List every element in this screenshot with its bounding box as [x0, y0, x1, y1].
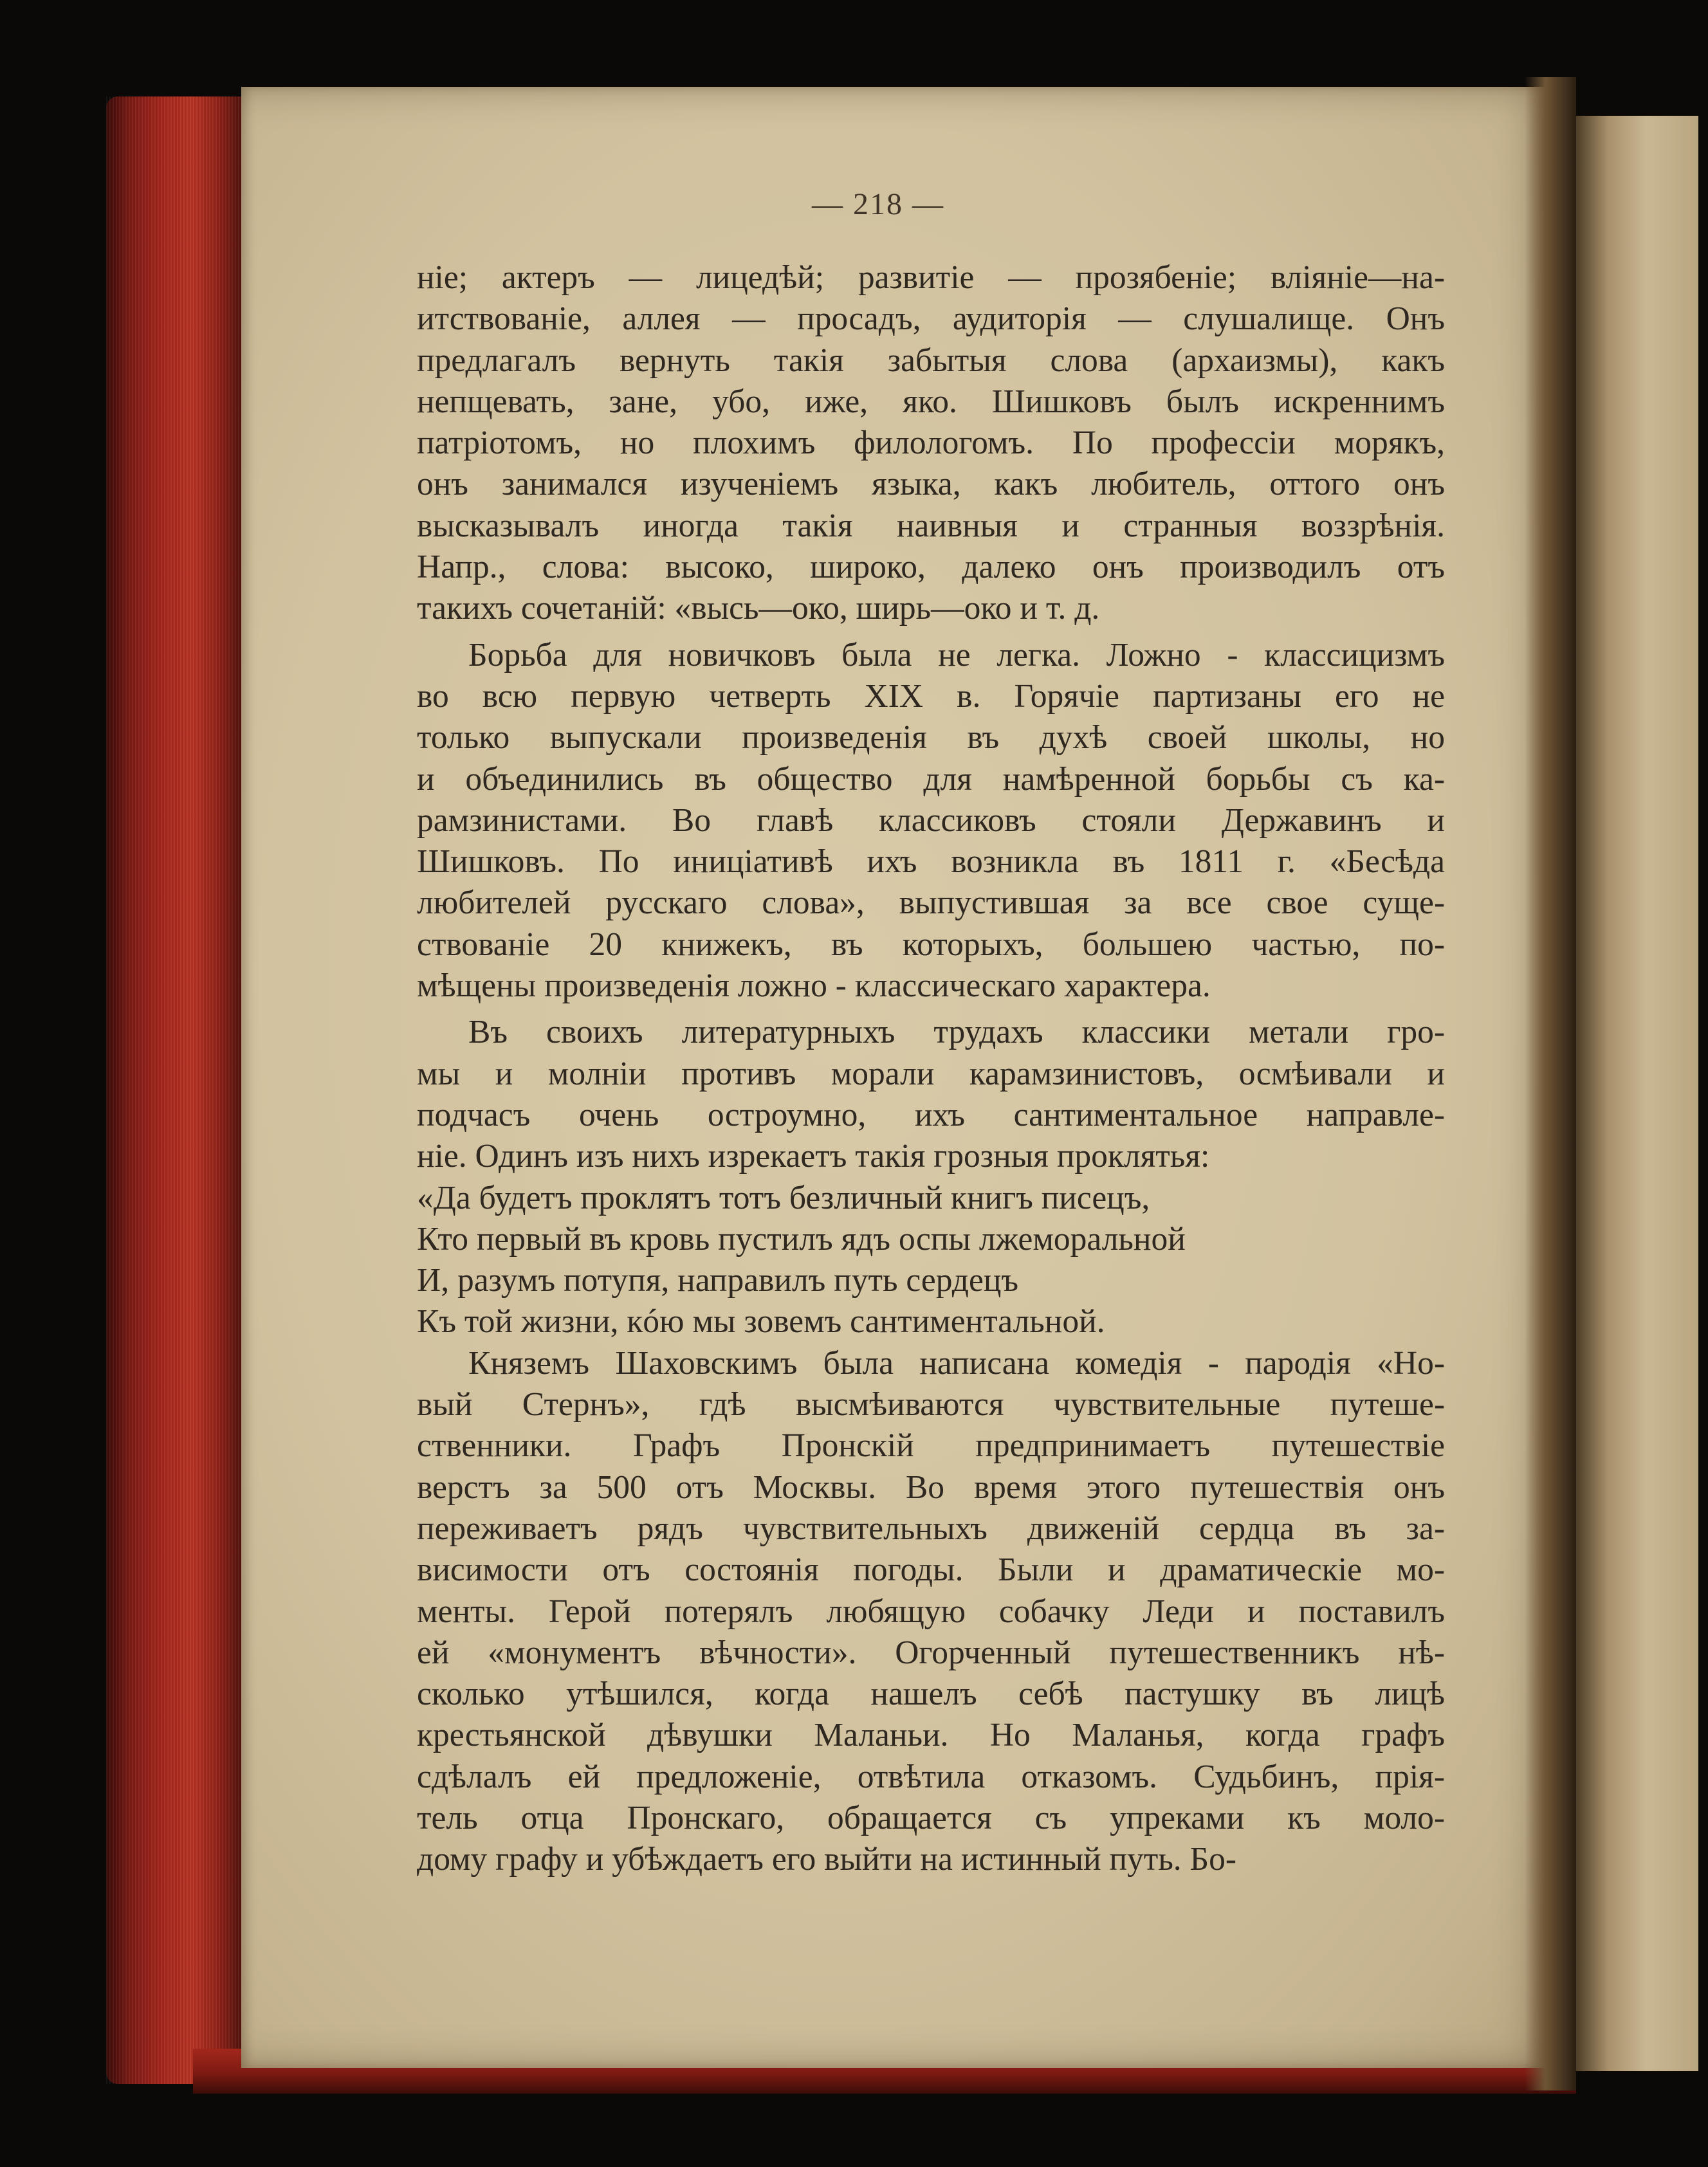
verse-quote — [417, 1178, 1445, 1343]
text-line: Княземъ Шаховскимъ была написана комедія - пародія «Но- — [468, 1344, 1445, 1382]
text-line: ствованіе 20 книжекъ, въ которыхъ, большею частью, по- — [417, 926, 1445, 963]
paragraph-gap — [417, 1007, 1445, 1012]
text-line: переживаетъ рядъ чувствительныхъ движеній сердца въ за- — [417, 1510, 1445, 1547]
paragraph — [417, 257, 1445, 630]
text-line: непщевать, зане, убо, иже, яко. Шишковъ былъ искреннимъ — [417, 383, 1445, 420]
text-line: мы и молніи противъ морали карамзинистовъ, осмѣивали и — [417, 1055, 1445, 1092]
text-line: сдѣлалъ ей предложеніе, отвѣтила отказомъ. Судьбинъ, прія- — [417, 1758, 1445, 1795]
paragraph — [417, 1343, 1445, 1881]
text-line: висимости отъ состоянія погоды. Были и драматическіе мо- — [417, 1551, 1445, 1589]
text-line: Кто первый въ кровь пустилъ ядъ оспы лжеморальной — [417, 1220, 1186, 1257]
paragraph — [417, 1012, 1445, 1177]
text-line: итствованіе, аллея — просадъ, аудиторія — слушалище. Онъ — [417, 300, 1445, 338]
text-line: Въ своихъ литературныхъ трудахъ классики метали гро- — [468, 1014, 1445, 1051]
text-line: ственники. Графъ Пронскій предпринимаетъ путешествіе — [417, 1427, 1445, 1465]
text-line: ніе. Одинъ изъ нихъ изрекаетъ такія грозныя проклятья: — [417, 1138, 1210, 1175]
text-line: ніе; актеръ — лицедѣй; развитіе — прозябеніе; вліяніе—на- — [417, 259, 1445, 296]
page-text — [417, 257, 1445, 1881]
text-line: тель отца Пронскаго, обращается съ упреками къ моло- — [417, 1799, 1445, 1836]
text-line: такихъ сочетаній: «высь—око, ширь—око и т. д. — [417, 590, 1100, 627]
paragraph — [417, 635, 1445, 1007]
book-page-edges-left — [106, 96, 244, 2084]
text-line: вый Стернъ», гдѣ высмѣиваются чувствительные путеше- — [417, 1386, 1445, 1423]
text-line: только выпускали произведенія въ духѣ своей школы, но — [417, 719, 1445, 756]
text-line: во всю первую четверть XIX в. Горячіе партизаны его не — [417, 677, 1445, 715]
text-line: крестьянской дѣвушки Маланьи. Но Маланья, когда графъ — [417, 1717, 1445, 1754]
text-line: любителей русскаго слова», выпустившая за все свое суще- — [417, 884, 1445, 922]
text-line: дому графу и убѣждаетъ его выйти на истинный путь. Бо- — [417, 1841, 1237, 1878]
text-line: Борьба для новичковъ была не легка. Ложно - классицизмъ — [468, 636, 1445, 673]
text-line: патріотомъ, но плохимъ филологомъ. По профессіи морякъ, — [417, 425, 1445, 462]
text-line: сколько утѣшился, когда нашелъ себѣ пастушку въ лицѣ — [417, 1676, 1445, 1713]
text-line: менты. Герой потерялъ любящую собачку Леди и поставилъ — [417, 1593, 1445, 1630]
text-line: Къ той жизни, кóю мы зовемъ сантиментальной. — [417, 1303, 1105, 1340]
text-line: И, разумъ потупя, направилъ путь сердецъ — [417, 1262, 1019, 1299]
text-line: мѣщены произведенія ложно - классическаго характера. — [417, 967, 1211, 1005]
text-line: высказывалъ иногда такія наивныя и странныя воззрѣнія. — [417, 507, 1445, 544]
text-line: «Да будетъ проклятъ тотъ безличный книгъ писецъ, — [417, 1179, 1150, 1216]
text-line: и объединились въ общество для намѣренной борьбы съ ка- — [417, 760, 1445, 798]
facing-page — [1570, 116, 1698, 2071]
page-number: — 218 — — [812, 187, 944, 221]
text-line: онъ занимался изученіемъ языка, какъ любитель, оттого онъ — [417, 466, 1445, 503]
text-line: ей «монументъ вѣчности». Огорченный путешественникъ нѣ- — [417, 1634, 1445, 1671]
text-line: верстъ за 500 отъ Москвы. Во время этого путешествія онъ — [417, 1468, 1445, 1506]
text-line: Напр., слова: высоко, широко, далеко онъ производилъ отъ — [417, 549, 1445, 586]
gutter-shadow — [1525, 77, 1576, 2090]
text-line: предлагалъ вернуть такія забытыя слова (архаизмы), какъ — [417, 342, 1445, 379]
text-line: подчасъ очень остроумно, ихъ сантиментальное направле- — [417, 1096, 1445, 1133]
text-line: Шишковъ. По иниціативѣ ихъ возникла въ 1811 г. «Бесѣда — [417, 843, 1445, 881]
paragraph-gap — [417, 630, 1445, 635]
text-line: рамзинистами. Во главѣ классиковъ стояли Державинъ и — [417, 801, 1445, 839]
